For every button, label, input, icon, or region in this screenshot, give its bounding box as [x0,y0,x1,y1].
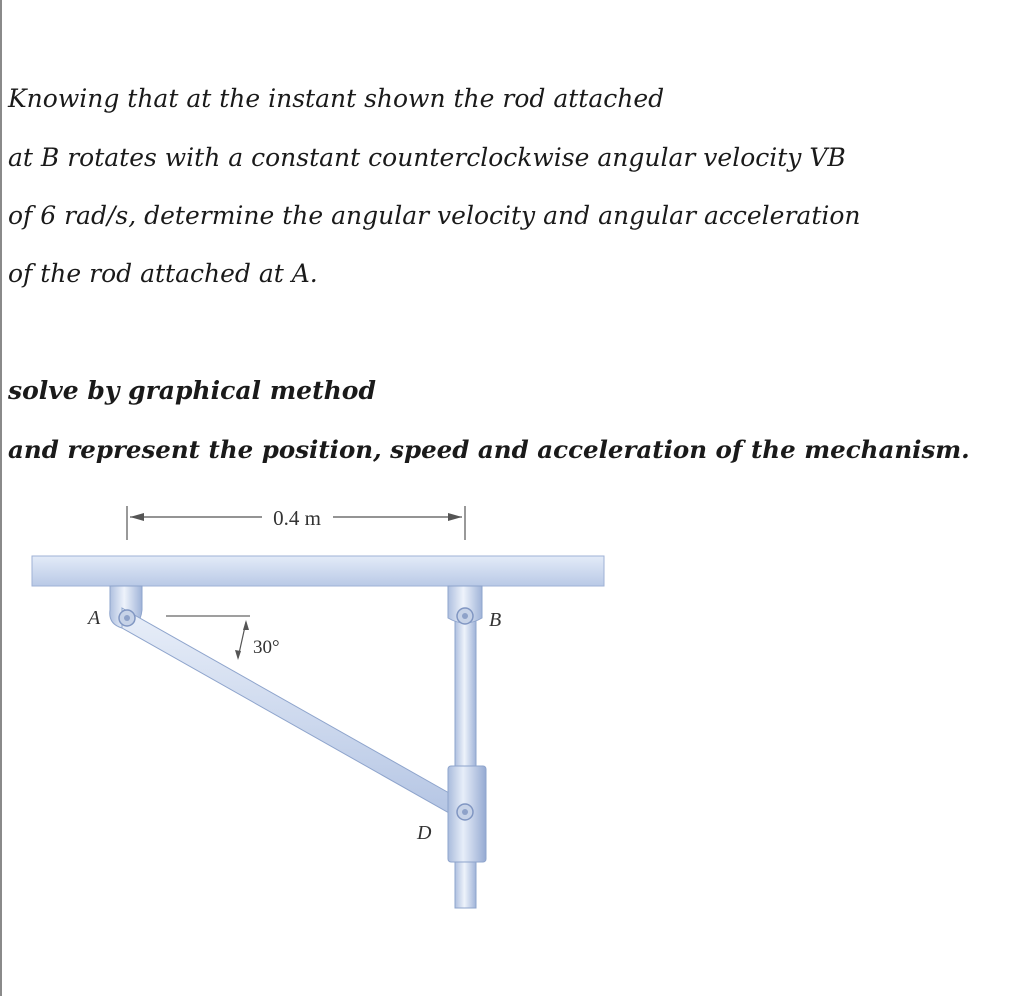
problem-text-line-4: of the rod attached at A. [8,259,318,288]
problem-text-line-1: Knowing that at the instant shown the rod attached [8,84,665,113]
instruction-line-1: solve by graphical method [8,376,376,405]
dimension-label: 0.4 m [273,506,321,530]
angle-label: 30° [253,637,280,658]
label-d: D [417,822,432,844]
rod-b [455,608,476,908]
problem-text-line-3: of 6 rad/s, determine the angular velocity and angular acceleration [8,201,861,230]
label-a: A [88,607,101,629]
instruction-line-2: and represent the position, speed and acceleration of the mechanism. [8,435,970,464]
label-b: B [489,609,502,631]
rod-ad [122,608,465,822]
ceiling-support [32,556,604,586]
mechanism-figure [0,490,1024,920]
problem-text-line-2: at B rotates with a constant counterclockwise angular velocity VB [8,143,846,172]
